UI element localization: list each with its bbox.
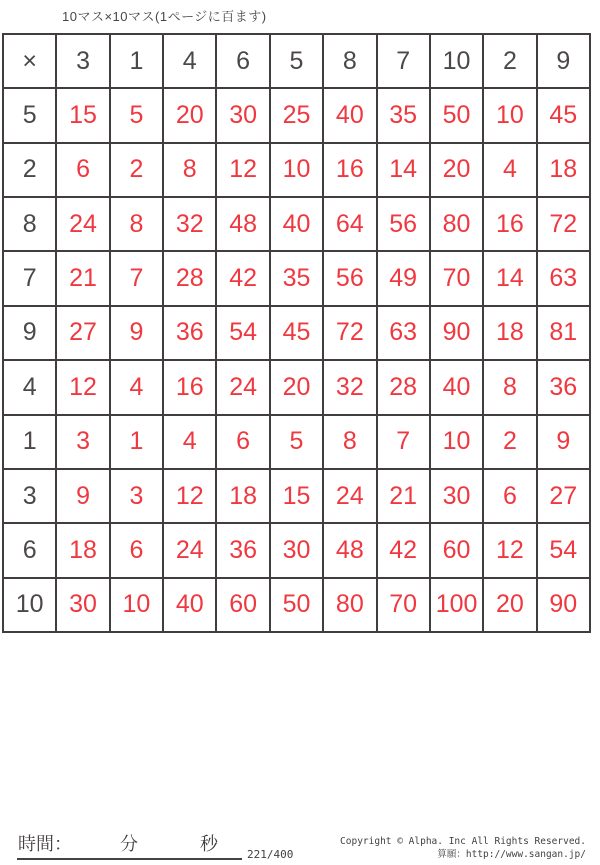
answer-cell: 20 [430,143,483,197]
answer-cell: 16 [163,360,216,414]
answer-cell: 35 [270,251,323,305]
answer-cell: 40 [270,197,323,251]
answer-cell: 30 [430,469,483,523]
answer-cell: 18 [56,523,109,577]
copyright-line: Copyright © Alpha. Inc All Rights Reserved. [340,836,586,847]
answer-cell: 6 [216,415,269,469]
col-header-cell: 2 [483,34,536,88]
answer-cell: 42 [216,251,269,305]
answer-cell: 2 [483,415,536,469]
row-header-cell: 3 [3,469,56,523]
minutes-label: 分 [120,834,138,854]
table-row [3,523,590,577]
row-header-cell: 4 [3,360,56,414]
answer-cell: 21 [56,251,109,305]
col-header-cell: 5 [270,34,323,88]
answer-cell: 20 [163,88,216,142]
col-header-cell: 1 [110,34,163,88]
answer-cell: 4 [163,415,216,469]
row-header-cell: 8 [3,197,56,251]
seconds-label: 秒 [200,834,218,854]
answer-cell: 7 [110,251,163,305]
answer-cell: 6 [483,469,536,523]
table-row [3,360,590,414]
multiplication-table-body [3,34,590,632]
time-entry-line [17,833,242,860]
answer-cell: 18 [483,306,536,360]
row-header-cell: 9 [3,306,56,360]
answer-cell: 10 [270,143,323,197]
col-header-cell: 4 [163,34,216,88]
table-row [3,469,590,523]
answer-cell: 64 [323,197,376,251]
answer-cell: 72 [537,197,590,251]
row-header-cell: 10 [3,578,56,632]
answer-cell: 5 [270,415,323,469]
answer-cell: 45 [537,88,590,142]
answer-cell: 36 [537,360,590,414]
answer-cell: 14 [377,143,430,197]
answer-cell: 63 [537,251,590,305]
answer-cell: 56 [377,197,430,251]
table-row [3,578,590,632]
answer-cell: 36 [216,523,269,577]
answer-cell: 80 [323,578,376,632]
operator-cell: × [3,34,56,88]
answer-cell: 7 [377,415,430,469]
copyright-block [340,836,586,861]
answer-cell: 100 [430,578,483,632]
table-row [3,143,590,197]
answer-cell: 10 [110,578,163,632]
answer-cell: 54 [216,306,269,360]
answer-cell: 12 [56,360,109,414]
answer-cell: 5 [110,88,163,142]
answer-cell: 60 [430,523,483,577]
answer-cell: 25 [270,88,323,142]
answer-cell: 12 [216,143,269,197]
answer-cell: 2 [110,143,163,197]
answer-cell: 48 [216,197,269,251]
answer-cell: 8 [163,143,216,197]
answer-cell: 24 [56,197,109,251]
answer-cell: 15 [270,469,323,523]
col-header-cell: 6 [216,34,269,88]
answer-cell: 24 [323,469,376,523]
answer-cell: 49 [377,251,430,305]
answer-cell: 63 [377,306,430,360]
answer-cell: 42 [377,523,430,577]
answer-cell: 4 [110,360,163,414]
source-url-line: 算願：http://www.sangan.jp/ [437,848,586,860]
answer-cell: 10 [483,88,536,142]
answer-cell: 70 [430,251,483,305]
answer-cell: 80 [430,197,483,251]
answer-cell: 8 [110,197,163,251]
row-header-cell: 2 [3,143,56,197]
answer-cell: 90 [537,578,590,632]
answer-cell: 10 [430,415,483,469]
answer-cell: 28 [163,251,216,305]
answer-cell: 35 [377,88,430,142]
answer-cell: 20 [483,578,536,632]
time-label: 時間： [18,834,72,854]
answer-cell: 9 [56,469,109,523]
answer-cell: 40 [323,88,376,142]
table-row [3,197,590,251]
answer-cell: 60 [216,578,269,632]
answer-cell: 40 [163,578,216,632]
answer-cell: 48 [323,523,376,577]
row-header-cell: 7 [3,251,56,305]
answer-cell: 50 [430,88,483,142]
answer-cell: 30 [270,523,323,577]
answer-cell: 45 [270,306,323,360]
col-header-cell: 9 [537,34,590,88]
page-indicator: 221/400 [247,848,294,861]
answer-cell: 54 [537,523,590,577]
table-row [3,415,590,469]
page-title: 10マス×10マス(1ページに百ます) [62,9,267,24]
answer-cell: 1 [110,415,163,469]
answer-cell: 72 [323,306,376,360]
answer-cell: 8 [483,360,536,414]
answer-cell: 20 [270,360,323,414]
answer-cell: 24 [163,523,216,577]
answer-cell: 32 [323,360,376,414]
answer-cell: 21 [377,469,430,523]
answer-cell: 18 [537,143,590,197]
answer-cell: 6 [56,143,109,197]
row-header-cell: 6 [3,523,56,577]
answer-cell: 18 [216,469,269,523]
answer-cell: 4 [483,143,536,197]
answer-cell: 6 [110,523,163,577]
multiplication-table [2,33,591,633]
answer-cell: 30 [216,88,269,142]
answer-cell: 9 [537,415,590,469]
answer-cell: 12 [163,469,216,523]
col-header-cell: 3 [56,34,109,88]
answer-cell: 27 [56,306,109,360]
table-row [3,251,590,305]
answer-cell: 56 [323,251,376,305]
answer-cell: 30 [56,578,109,632]
answer-cell: 14 [483,251,536,305]
answer-cell: 3 [56,415,109,469]
row-header-cell: 5 [3,88,56,142]
answer-cell: 40 [430,360,483,414]
answer-cell: 32 [163,197,216,251]
col-header-cell: 10 [430,34,483,88]
answer-cell: 15 [56,88,109,142]
answer-cell: 12 [483,523,536,577]
table-row [3,306,590,360]
answer-cell: 50 [270,578,323,632]
answer-cell: 16 [323,143,376,197]
col-header-cell: 7 [377,34,430,88]
row-header-cell: 1 [3,415,56,469]
answer-cell: 24 [216,360,269,414]
answer-cell: 27 [537,469,590,523]
answer-cell: 3 [110,469,163,523]
answer-cell: 8 [323,415,376,469]
col-header-cell: 8 [323,34,376,88]
table-row [3,88,590,142]
answer-cell: 90 [430,306,483,360]
answer-cell: 16 [483,197,536,251]
answer-cell: 70 [377,578,430,632]
answer-cell: 28 [377,360,430,414]
table-header-row [3,34,590,88]
answer-cell: 81 [537,306,590,360]
answer-cell: 9 [110,306,163,360]
answer-cell: 36 [163,306,216,360]
